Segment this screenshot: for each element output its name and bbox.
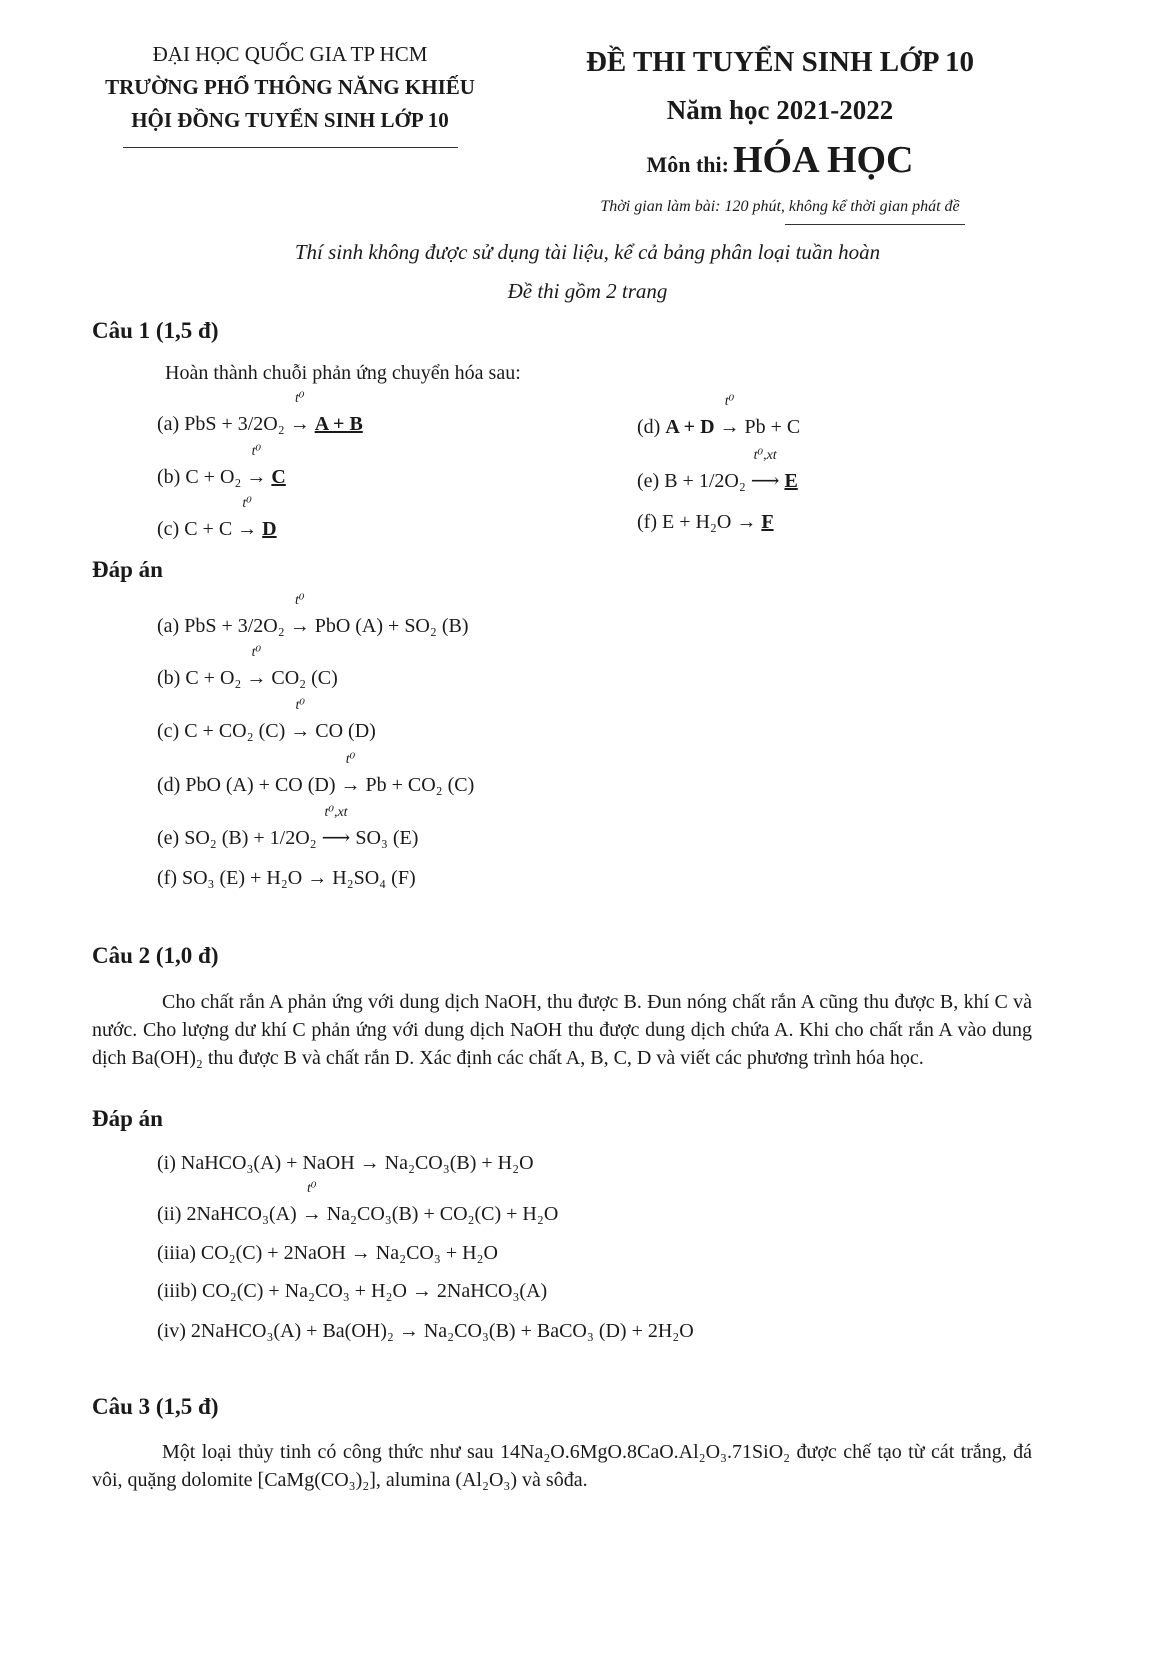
answer-1e: (e) SO₂ (B) + 1/2O₂ t⁰,xt ⟶ SO₃ (E) — [157, 805, 419, 849]
answer-1f: (f) SO₃ (E) + H₂O → H₂SO₄ (F) — [157, 867, 416, 889]
reaction-c: (c) C + C t⁰ → D — [157, 496, 277, 540]
answer-1a: (a) PbS + 3/2O₂ t⁰ → PbO (A) + SO₂ (B) — [157, 593, 469, 637]
header-divider — [123, 147, 458, 148]
university-name: ĐẠI HỌC QUỐC GIA TP HCM — [152, 42, 428, 66]
page-count-note: Đề thi gồm 2 trang — [507, 279, 668, 303]
question-2-body: Cho chất rắn A phản ứng với dung dịch NaOH, thu được B. Đun nóng chất rắn A cũng thu được B, khí C và nước. Cho lượng dư khí C phản ứng với dung dịch NaOH thu được dung dịch chứa A. Khi cho chất rắn A vào dung dịch Ba(OH)₂ thu được B và chất rắn D. Xác định các chất A, B, C, D và viết các phương trình hóa học. — [92, 991, 1032, 1069]
institution-block — [60, 38, 520, 148]
subject-label: Môn thi: — [646, 152, 729, 177]
answer-1d: (d) PbO (A) + CO (D) t⁰ → Pb + CO₂ (C) — [157, 752, 475, 796]
question-3-title: Câu 3 (1,5 đ) — [92, 1394, 219, 1419]
reaction-a: (a) PbS + 3/2O₂ t⁰ → A + B — [157, 391, 363, 435]
reaction-b: (b) C + O₂ t⁰ → C — [157, 444, 286, 488]
rules-note: Thí sinh không được sử dụng tài liệu, kể cả bảng phân loại tuần hoàn — [294, 240, 881, 264]
answer-1-title: Đáp án — [92, 557, 163, 582]
answer-2-iiib: (iiib) CO₂(C) + Na₂CO₃ + H₂O → 2NaHCO₃(A) — [157, 1280, 548, 1302]
reaction-f: (f) E + H₂O → F — [637, 511, 774, 533]
duration-divider — [785, 224, 965, 225]
council-name: HỘI ĐỒNG TUYỂN SINH LỚP 10 — [131, 108, 449, 132]
exam-title: ĐỀ THI TUYỂN SINH LỚP 10 — [585, 46, 975, 78]
duration-note: Thời gian làm bài: 120 phút, không kể thời gian phát đề — [600, 198, 960, 215]
question-3-body: Một loại thủy tinh có công thức như sau 14Na₂O.6MgO.8CaO.Al₂O₃.71SiO₂ được chế tạo từ cát trắng, đá vôi, quặng dolomite [CaMg(CO₃)₂], alumina (Al₂O₃) và sôđa. — [92, 1441, 1032, 1491]
reaction-d: (d) A + D t⁰ → Pb + C — [637, 394, 801, 438]
answer-1b: (b) C + O₂ t⁰ → CO₂ (C) — [157, 645, 338, 689]
question-2-title: Câu 2 (1,0 đ) — [92, 943, 219, 968]
answer-2-iiia: (iiia) CO₂(C) + 2NaOH → Na₂CO₃ + H₂O — [157, 1242, 498, 1264]
question-1-intro: Hoàn thành chuỗi phản ứng chuyển hóa sau: — [165, 362, 521, 384]
answer-1c: (c) C + CO₂ (C) t⁰ → CO (D) — [157, 698, 376, 742]
reaction-e: (e) B + 1/2O₂ t⁰,xt ⟶ E — [637, 448, 798, 492]
exam-title-block — [520, 40, 1040, 225]
answer-2-iv: (iv) 2NaHCO₃(A) + Ba(OH)₂ → Na₂CO₃(B) + BaCO₃ (D) + 2H₂O — [157, 1320, 694, 1342]
subject-name: HÓA HỌC — [732, 139, 914, 181]
subject-line — [520, 136, 1040, 192]
school-name: TRƯỜNG PHỔ THÔNG NĂNG KHIẾU — [105, 75, 475, 99]
question-1-title: Câu 1 (1,5 đ) — [92, 318, 219, 343]
answer-2-i: (i) NaHCO₃(A) + NaOH → Na₂CO₃(B) + H₂O — [157, 1152, 534, 1174]
school-year: Năm học 2021-2022 — [666, 95, 894, 125]
answer-2-title: Đáp án — [92, 1106, 163, 1131]
answer-2-ii: (ii) 2NaHCO₃(A) t⁰ → Na₂CO₃(B) + CO₂(C) + H₂O — [157, 1181, 559, 1225]
